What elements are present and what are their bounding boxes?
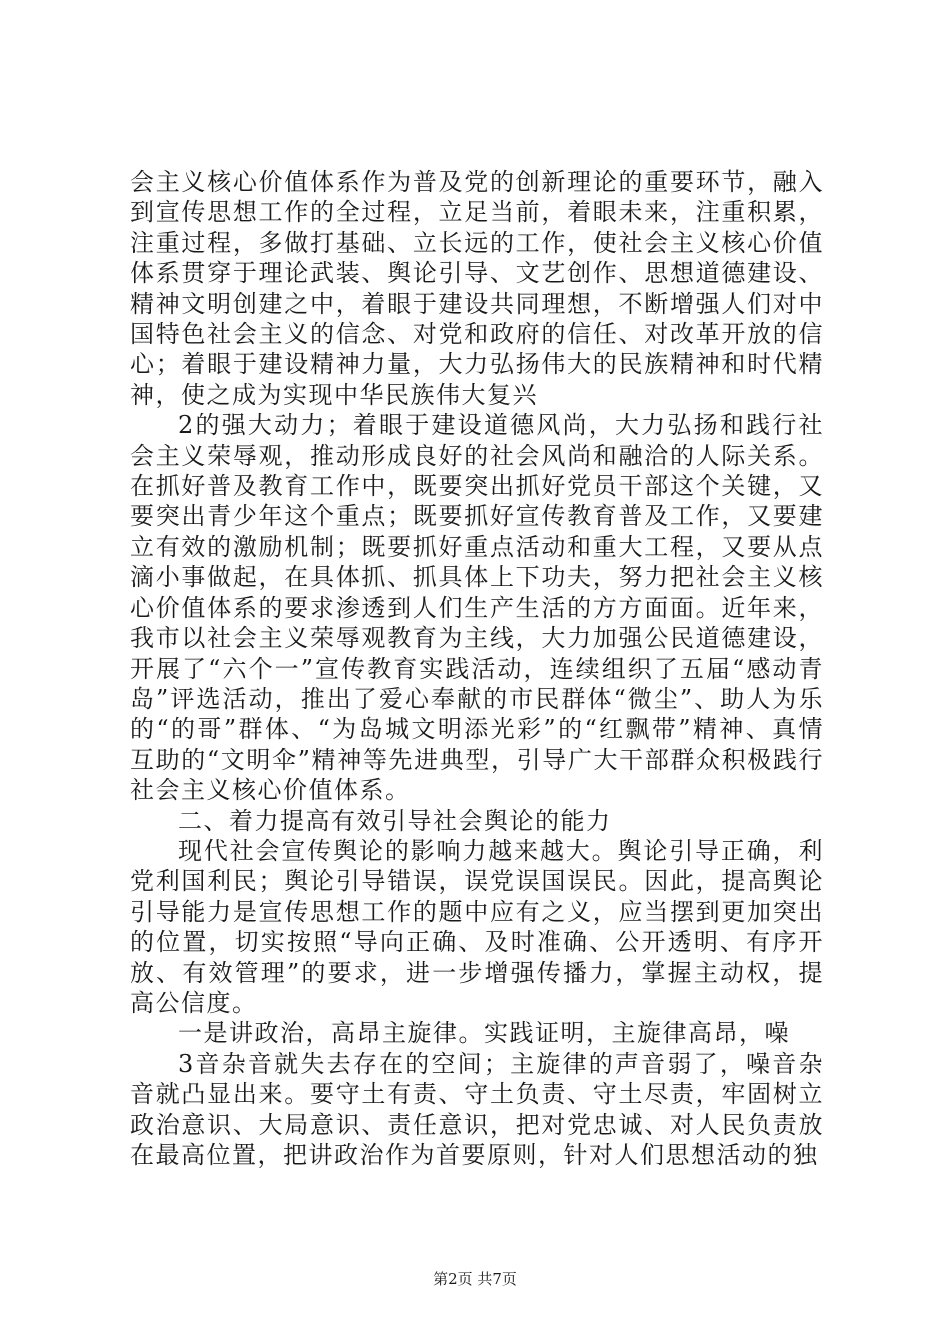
section-heading: 二、着力提高有效引导社会舆论的能力 bbox=[178, 806, 612, 835]
paragraph-2: 2的强大动力；着眼于建设道德风尚，大力弘扬和践行社会主义荣辱观，推动形成良好的社会风尚和融洽的人际关系。在抓好普及教育工作中，既要突出抓好党员干部这个关键，又要突出青少年这个重点；既要抓好宣传教育普及工作，又要建立有效的激励机制；既要抓好重点活动和重大工程，又要从点滴小事做起，在具体抓、抓具体上下功夫，努力把社会主义核心价值体系的要求渗透到人们生产生活的方方面面。近年来，我市以社会主义荣辱观教育为主线，大力加强公民道德建设，开展了“六个一”宣传教育实践活动，连续组织了五届“感动青岛”评选活动，推出了爱心奉献的市民群体“微尘”、助人为乐的“的哥”群体、“为岛城文明添光彩”的“红飘带”精神、真情互助的“文明伞”精神等先进典型，引导广大干部群众积极践行社会主义核心价值体系。 bbox=[130, 411, 824, 805]
paragraph-4: 现代社会宣传舆论的影响力越来越大。舆论引导正确，利党利国利民；舆论引导错误，误党误国误民。因此，提高舆论引导能力是宣传思想工作的题中应有之义，应当摆到更加突出的位置，切实按照“导向正确、及时准确、公开透明、有序开放、有效管理”的要求，进一步增强传播力，掌握主动权，提高公信度。 bbox=[130, 836, 824, 1017]
paragraph-6: 3音杂音就失去存在的空间；主旋律的声音弱了，噪音杂音就凸显出来。要守土有责、守土负责、守土尽责，牢固树立政治意识、大局意识、责任意识，把对党忠诚、对人民负责放在最高位置，把讲政治作为首要原则，针对人们思想活动的独 bbox=[130, 1049, 824, 1169]
page-footer: 第2页 共7页 bbox=[433, 1270, 517, 1288]
paragraph-5: 一是讲政治，高昂主旋律。实践证明，主旋律高昂，噪 bbox=[178, 1019, 790, 1048]
document-body bbox=[130, 167, 824, 1170]
paragraph-1: 会主义核心价值体系作为普及党的创新理论的重要环节，融入到宣传思想工作的全过程，立足当前，着眼未来，注重积累，注重过程，多做打基础、立长远的工作，使社会主义核心价值体系贯穿于理论武装、舆论引导、文艺创作、思想道德建设、精神文明创建之中，着眼于建设共同理想，不断增强人们对中国特色社会主义的信念、对党和政府的信任、对改革开放的信心；着眼于建设精神力量，大力弘扬伟大的民族精神和时代精神，使之成为实现中华民族伟大复兴 bbox=[130, 168, 824, 409]
